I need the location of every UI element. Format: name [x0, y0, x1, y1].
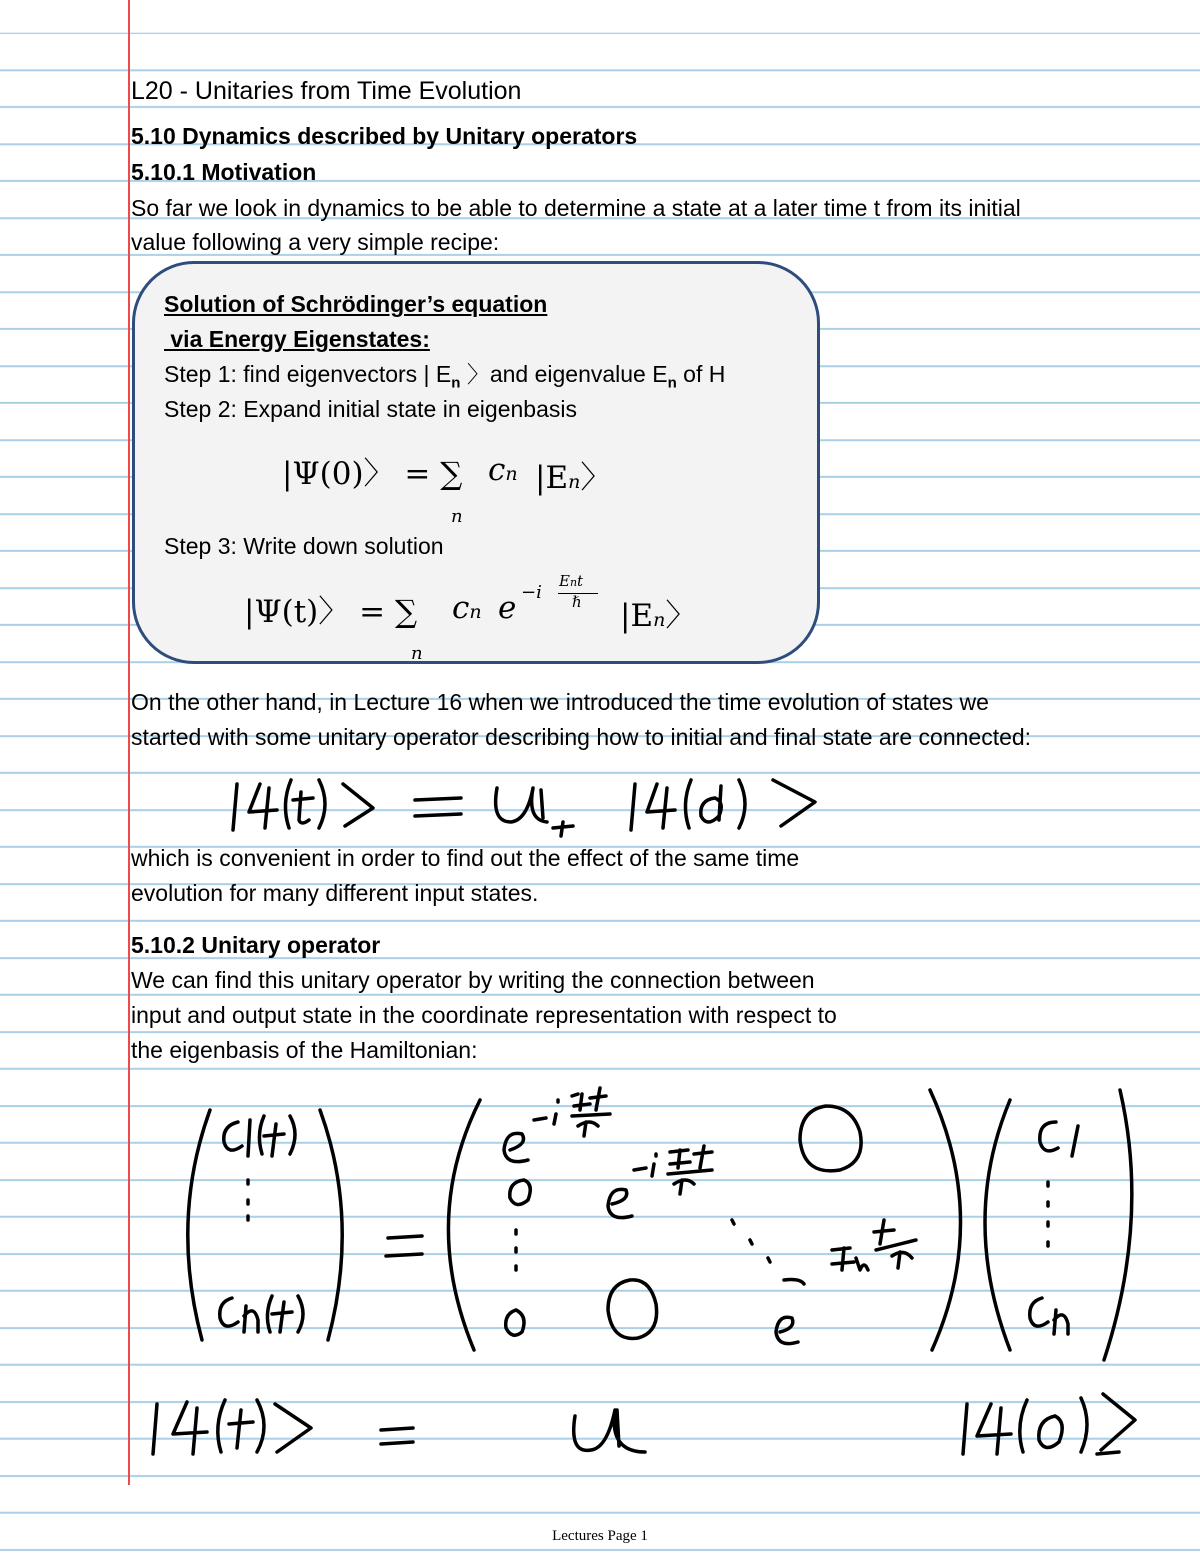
paragraph-convenient-line-1: which is convenient in order to find out the effect of the same time — [131, 845, 800, 871]
paragraph-unitary-line-1: On the other hand, in Lecture 16 when we introduced the time evolution of states we — [131, 689, 989, 715]
section-heading: 5.10 Dynamics described by Unitary operators — [131, 123, 638, 149]
eq1-ket-sub: n — [568, 471, 581, 493]
eq1-sum-index: n — [451, 506, 463, 527]
subsection-unitary: 5.10.2 Unitary operator — [131, 932, 381, 958]
step1-text-c: of H — [676, 361, 726, 387]
eq2-exp-numerator — [559, 572, 583, 590]
handwritten-unitary-equation — [145, 1380, 1145, 1470]
intro-line-1: So far we look in dynamics to be able to determine a state at a later time t from its initial — [131, 195, 1021, 221]
eq1-c-sub: n — [505, 463, 518, 485]
eq1-ket-close: 〉 — [580, 460, 612, 496]
intro-line-2: value following a very simple recipe: — [131, 229, 500, 255]
eq2-ket — [620, 590, 696, 635]
eq2-c-sub: n — [469, 601, 482, 623]
handwritten-time-evolution-equation — [225, 770, 835, 840]
paragraph-find-line-1: We can find this unitary operator by writing the connection between — [131, 967, 815, 993]
eq2-ket-close: 〉 — [665, 598, 697, 634]
paragraph-unitary-line-2: started with some unitary operator describing how to initial and final state are connected: — [131, 724, 1032, 750]
eq2-exp-num-e: E — [559, 572, 570, 590]
step1-text-a: Step 1: find eigenvectors | E — [164, 361, 452, 387]
eq2-ket-open: |E — [620, 598, 654, 634]
eq2-coefficient — [452, 590, 482, 626]
eq2-exp-num-t: t — [577, 572, 584, 590]
eq2-ket-sub: n — [653, 609, 666, 631]
eq1-ket — [535, 452, 611, 497]
eq2-lhs: |Ψ(t)〉 = ∑ — [244, 594, 418, 630]
recipe-step2: Step 2: Expand initial state in eigenbasis — [164, 396, 577, 422]
eq2-exp-prefix: −i — [521, 582, 542, 603]
step1-sub-b: n — [667, 374, 677, 392]
eq2-c: c — [452, 590, 470, 626]
eq2-exp-num-sub: n — [569, 576, 578, 589]
page-footer: Lectures Page 1 — [552, 1528, 648, 1544]
recipe-step3: Step 3: Write down solution — [164, 533, 444, 559]
eq1-coefficient — [488, 452, 518, 488]
paragraph-convenient-line-2: evolution for many different input states. — [131, 880, 539, 906]
step1-text-b: 〉and eigenvalue E — [460, 361, 668, 387]
page-title: L20 - Unitaries from Time Evolution — [131, 77, 522, 105]
paragraph-find-line-3: the eigenbasis of the Hamiltonian: — [131, 1037, 478, 1063]
eq2-exp-denominator: ℏ — [572, 593, 582, 611]
recipe-title-line1: Solution of Schrödinger’s equation — [164, 291, 548, 317]
recipe-title-line2: via Energy Eigenstates: — [164, 326, 430, 352]
eq2-exponential — [498, 590, 516, 626]
eq1-lhs: |Ψ(0)〉 = ∑ — [282, 456, 463, 492]
eq2-e: e — [498, 590, 517, 626]
step1-sub-a: n — [451, 374, 461, 392]
paragraph-find-line-2: input and output state in the coordinate representation with respect to — [131, 1002, 837, 1028]
eq1-ket-open: |E — [535, 460, 569, 496]
eq1-c: c — [488, 452, 506, 488]
eq2-sum-index: n — [411, 643, 423, 664]
subsection-motivation: 5.10.1 Motivation — [131, 159, 317, 185]
handwritten-matrix-equation — [160, 1070, 1150, 1370]
margin-line — [128, 0, 130, 1485]
